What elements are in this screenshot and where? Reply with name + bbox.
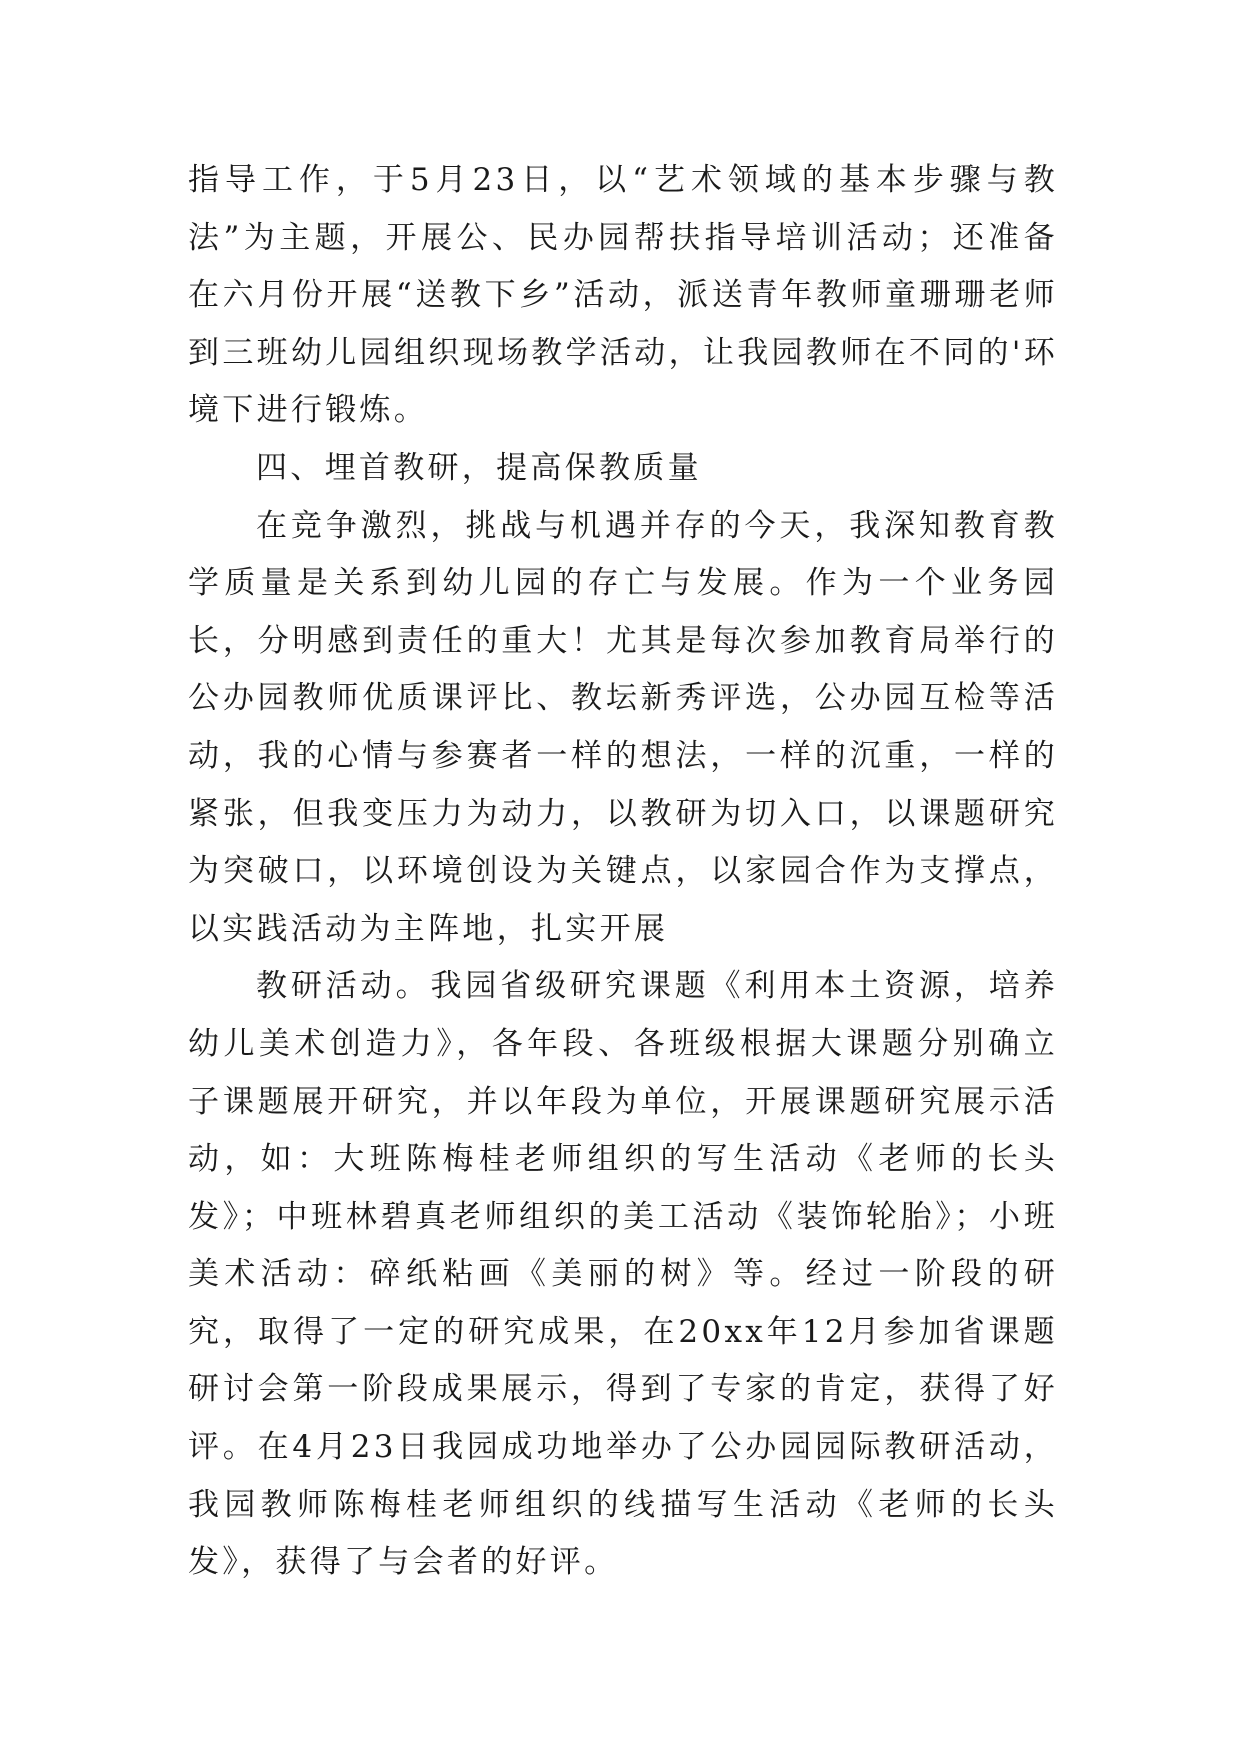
paragraph: 教研活动。我园省级研究课题《利用本土资源，培养幼儿美术创造力》，各年段、各班级根据大课题分别确立子课题展开研究，并以年段为单位，开展课题研究展示活动，如：大班陈梅桂老师组织的写生活动《老师的长头发》；中班林碧真老师组织的美工活动《装饰轮胎》；小班美术活动：碎纸粘画《美丽的树》等。经过一阶段的研究，取得了一定的研究成果，在20xx年12月参加省课题研讨会第一阶段成果展示，得到了专家的肯定，获得了好评。在4月23日我园成功地举办了公办园园际教研活动，我园教师陈梅桂老师组织的线描写生活动《老师的长头发》，获得了与会者的好评。	[188, 968, 1058, 1581]
document-body	[188, 152, 1058, 1592]
section-heading: 四、埋首教研，提高保教质量	[256, 449, 702, 486]
paragraph-continuation: 指导工作，于5月23日，以“艺术领域的基本步骤与教法”为主题，开展公、民办园帮扶指导培训活动；还准备在六月份开展“送教下乡”活动，派送青年教师童珊珊老师到三班幼儿园组织现场教学活动，让我园教师在不同的'环境下进行锻炼。	[188, 162, 1058, 429]
paragraph: 在竞争激烈，挑战与机遇并存的今天，我深知教育教学质量是关系到幼儿园的存亡与发展。作为一个业务园长，分明感到责任的重大！尤其是每次参加教育局举行的公办园教师优质课评比、教坛新秀评选，公办园互检等活动，我的心情与参赛者一样的想法，一样的沉重，一样的紧张，但我变压力为动力，以教研为切入口，以课题研究为突破口，以环境创设为关键点，以家园合作为支撑点，以实践活动为主阵地，扎实开展	[188, 507, 1058, 947]
